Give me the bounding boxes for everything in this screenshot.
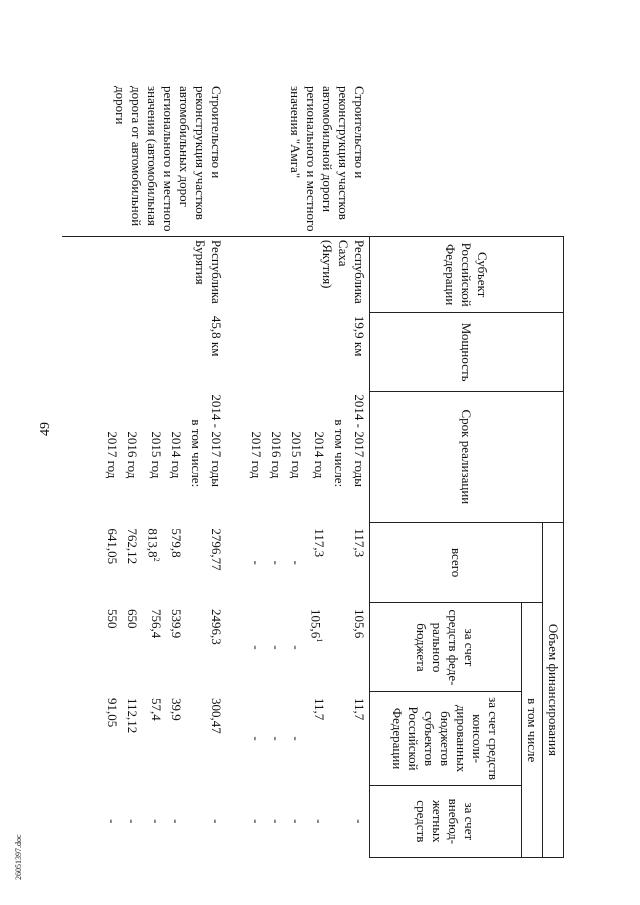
regional-cell: 112,12 bbox=[125, 697, 141, 734]
extra-cell bbox=[329, 785, 349, 857]
total-cell: 2796,77 bbox=[208, 528, 224, 571]
regional-cell bbox=[186, 692, 206, 785]
regional-cell: - bbox=[268, 736, 284, 741]
federal-cell: - bbox=[248, 645, 264, 650]
regional-cell: - bbox=[248, 736, 264, 741]
total-cell: - bbox=[268, 560, 284, 565]
extra-cell: - bbox=[148, 819, 164, 824]
regional-cell: 300,47 bbox=[208, 697, 224, 734]
extra-cell bbox=[186, 785, 206, 857]
header-subject: Субъект Российской Федерации bbox=[370, 236, 564, 312]
term-cell: 2014 год bbox=[312, 431, 327, 479]
total-cell: 641,05 bbox=[105, 528, 121, 565]
federal-value: 105,6 bbox=[308, 608, 324, 639]
federal-cell: 756,4 bbox=[148, 608, 164, 639]
federal-cell: 539,9 bbox=[168, 608, 184, 639]
term-cell: в том числе: bbox=[332, 419, 347, 488]
federal-cell bbox=[186, 603, 206, 692]
regional-cell: 11,7 bbox=[312, 697, 327, 721]
extra-cell: - bbox=[248, 819, 264, 824]
footnote-mark: 1 bbox=[315, 638, 324, 643]
term-cell: 2015 год bbox=[288, 431, 304, 479]
regional-cell: 91,05 bbox=[105, 697, 121, 728]
federal-cell bbox=[306, 603, 329, 692]
term-cell: 2016 год bbox=[125, 431, 141, 479]
term-cell: 2017 год bbox=[248, 431, 264, 479]
term-cell: 2014 - 2017 годы bbox=[352, 394, 367, 487]
project-name: Строительство и реконструкция участков автомобильных дорог регионального и местного значения (автомобильная дорога от автомобильной дороги bbox=[62, 83, 225, 236]
total-cell: 117,3 bbox=[312, 528, 327, 558]
table-row bbox=[349, 83, 370, 858]
total-cell: 762,12 bbox=[125, 528, 141, 565]
footnote-mark: 2 bbox=[151, 557, 161, 562]
federal-cell: 550 bbox=[105, 608, 121, 629]
extra-cell: - bbox=[105, 819, 121, 824]
header-including: в том числе bbox=[522, 603, 543, 858]
term-cell: 2016 год bbox=[268, 431, 284, 479]
project-capacity: 19,9 км bbox=[352, 315, 367, 357]
project-subject: Республика Саха (Якутия) bbox=[320, 239, 367, 304]
total-cell bbox=[142, 522, 165, 603]
term-cell: в том числе: bbox=[188, 419, 204, 488]
federal-cell: 650 bbox=[125, 608, 141, 629]
regional-cell: 57,4 bbox=[148, 697, 164, 721]
table-row bbox=[206, 83, 226, 858]
extra-cell: - bbox=[312, 819, 327, 824]
total-cell: - bbox=[288, 560, 304, 565]
federal-cell: - bbox=[288, 645, 304, 650]
funding-table bbox=[62, 83, 564, 858]
total-cell: 117,3 bbox=[352, 528, 367, 558]
header-project-blank bbox=[370, 83, 564, 236]
term-cell: 2014 год bbox=[168, 431, 184, 479]
project-capacity: 45,8 км bbox=[208, 315, 224, 357]
extra-cell: - bbox=[208, 819, 224, 824]
total-value: 813,8 bbox=[145, 528, 161, 558]
document-id: 26051397.doc bbox=[14, 834, 23, 880]
header-capacity: Мощность bbox=[370, 313, 564, 392]
header-funding: Объем финансирования bbox=[543, 522, 564, 857]
total-cell: 579,8 bbox=[168, 528, 184, 558]
regional-cell: 39,9 bbox=[168, 697, 184, 721]
total-cell bbox=[329, 522, 349, 603]
header-row-1 bbox=[543, 83, 564, 858]
extra-cell: - bbox=[125, 819, 141, 824]
project-name: Строительство и реконструкция участков автомобильной дороги регионального и местного значения "Амга" bbox=[226, 83, 370, 236]
regional-cell: - bbox=[288, 736, 304, 741]
page-number: 49 bbox=[38, 422, 53, 436]
extra-cell: - bbox=[352, 819, 367, 824]
federal-cell: - bbox=[268, 645, 284, 650]
federal-cell bbox=[329, 603, 349, 692]
project-subject: Республика Бурятия bbox=[192, 239, 224, 304]
regional-cell: 11,7 bbox=[352, 697, 367, 721]
header-total: всего bbox=[370, 522, 543, 603]
header-extrabudget: за счет внебюд-жетных средств bbox=[370, 785, 522, 857]
term-cell: 2017 год bbox=[105, 431, 121, 479]
federal-cell: 2496,3 bbox=[208, 608, 224, 645]
regional-cell bbox=[329, 692, 349, 785]
term-cell: 2015 год bbox=[148, 431, 164, 479]
term-cell: 2014 - 2017 годы bbox=[208, 394, 224, 487]
total-cell bbox=[186, 522, 206, 603]
federal-cell: 105,6 bbox=[352, 608, 367, 639]
header-federal: за счет средств феде-рального бюджета bbox=[370, 603, 522, 692]
extra-cell: - bbox=[168, 819, 184, 824]
total-cell: - bbox=[248, 560, 264, 565]
header-regional: за счет средств консоли-дированных бюджетов субъектов Российской Федерации bbox=[370, 692, 522, 785]
header-term: Срок реализации bbox=[370, 391, 564, 522]
extra-cell: - bbox=[288, 819, 304, 824]
extra-cell: - bbox=[268, 819, 284, 824]
